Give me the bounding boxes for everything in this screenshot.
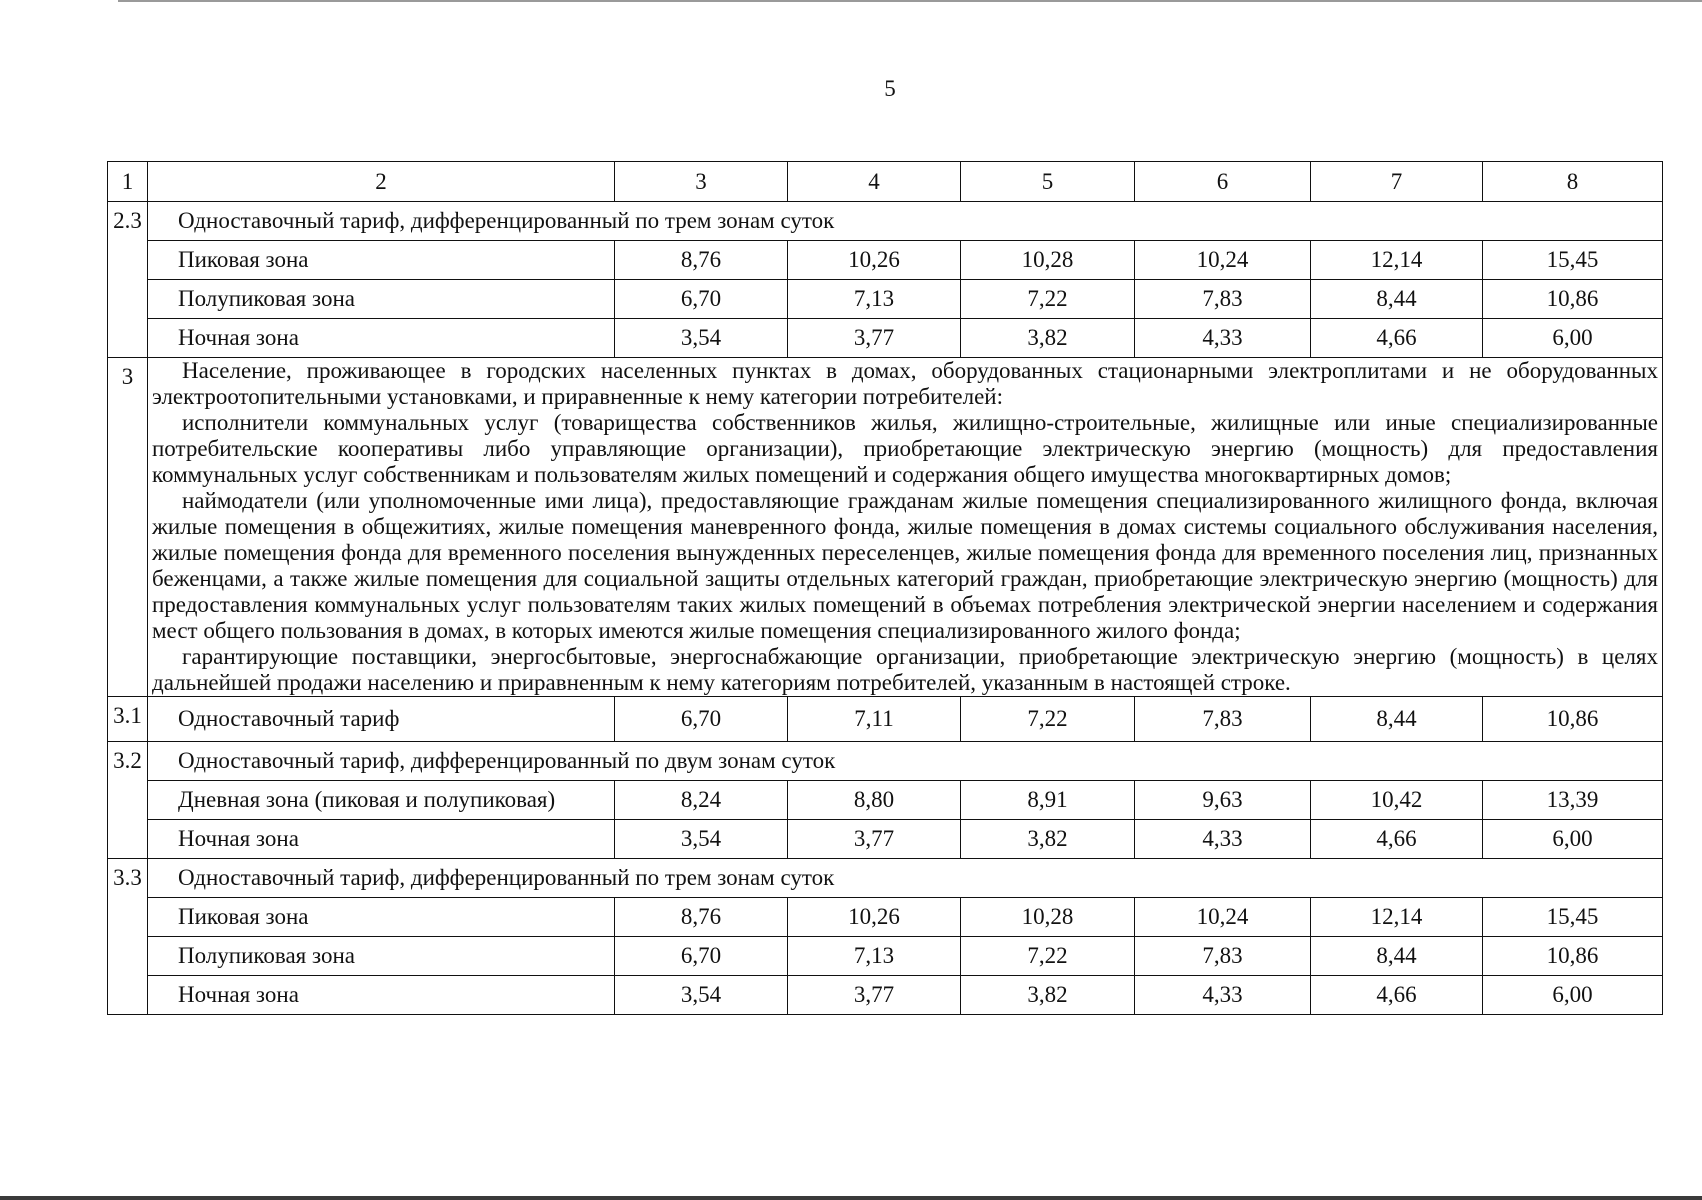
header-cell: 1 [108, 162, 148, 202]
description-paragraph: наймодатели (или уполномоченные ими лица), предоставляющие гражданам жилые помещения специализированного жилищного фонда, включая жилые помещения в общежитиях, жилые помещения маневренного фонда, жилые помещения в домах системы социального обслуживания населения, жилые помещения фонда для временного поселения вынужденных переселенцев, жилые помещения фонда для временного поселения лиц, признанных беженцами, а также жилые помещения для социальной защиты отдельных категорий граждан, приобретающие электрическую энергию (мощность) для предоставления коммунальных услуг пользователям таких жилых помещений в объемах потребления электрической энергии населением и содержания мест общего пользования в домах, в которых имеются жилые помещения специализированного жилого фонда; [152, 488, 1658, 643]
row-index: 3.1 [108, 697, 148, 742]
scan-edge-top [118, 0, 1702, 2]
header-cell: 2 [148, 162, 615, 202]
table-row [108, 319, 1663, 358]
row-index: 3 [108, 358, 148, 697]
value-cell: 10,86 [1483, 937, 1663, 976]
header-cell: 5 [961, 162, 1135, 202]
value-cell: 6,70 [615, 697, 788, 742]
row-index: 3.3 [108, 859, 148, 1015]
table-row [108, 781, 1663, 820]
value-cell: 3,77 [788, 820, 961, 859]
value-cell: 7,83 [1135, 937, 1311, 976]
section-title: Одноставочный тариф, дифференцированный по двум зонам суток [148, 742, 1663, 781]
page-number: 5 [884, 76, 896, 101]
value-cell: 8,44 [1311, 697, 1483, 742]
value-cell: 7,22 [961, 937, 1135, 976]
value-cell: 7,22 [961, 697, 1135, 742]
header-cell: 6 [1135, 162, 1311, 202]
table-row [108, 820, 1663, 859]
value-cell: 13,39 [1483, 781, 1663, 820]
value-cell: 7,13 [788, 280, 961, 319]
row-label: Одноставочный тариф [148, 697, 615, 742]
value-cell: 15,45 [1483, 898, 1663, 937]
value-cell: 8,76 [615, 898, 788, 937]
value-cell: 8,76 [615, 241, 788, 280]
table-row [108, 280, 1663, 319]
value-cell: 7,13 [788, 937, 961, 976]
header-cell: 3 [615, 162, 788, 202]
value-cell: 12,14 [1311, 898, 1483, 937]
value-cell: 6,00 [1483, 319, 1663, 358]
tariff-table [107, 161, 1663, 1015]
description-paragraph: исполнители коммунальных услуг (товарищества собственников жилья, жилищно-строительные, жилищные или иные специализированные потребительские кооперативы либо управляющие организации), приобретающие электрическую энергию (мощность) для предоставления коммунальных услуг собственникам и пользователям жилых помещений и содержания общего имущества многоквартирных домов; [152, 410, 1658, 487]
value-cell: 10,26 [788, 241, 961, 280]
value-cell: 4,33 [1135, 820, 1311, 859]
value-cell: 3,77 [788, 319, 961, 358]
value-cell: 4,33 [1135, 976, 1311, 1015]
description-paragraph: гарантирующие поставщики, энергосбытовые, энергоснабжающие организации, приобретающие электрическую энергию (мощность) в целях дальнейшей продажи населению и приравненным к нему категориям потребителей, указанным в настоящей строке. [152, 644, 1658, 695]
value-cell: 9,63 [1135, 781, 1311, 820]
row-label: Полупиковая зона [148, 280, 615, 319]
section-title-row [108, 742, 1663, 781]
value-cell: 4,66 [1311, 976, 1483, 1015]
value-cell: 3,54 [615, 976, 788, 1015]
value-cell: 10,86 [1483, 697, 1663, 742]
row-label: Пиковая зона [148, 898, 615, 937]
value-cell: 3,77 [788, 976, 961, 1015]
value-cell: 7,11 [788, 697, 961, 742]
row-label: Дневная зона (пиковая и полупиковая) [148, 781, 615, 820]
value-cell: 8,44 [1311, 280, 1483, 319]
description-cell [148, 358, 1663, 697]
value-cell: 10,86 [1483, 280, 1663, 319]
value-cell: 10,24 [1135, 898, 1311, 937]
table-row [108, 898, 1663, 937]
value-cell: 7,83 [1135, 280, 1311, 319]
header-cell: 7 [1311, 162, 1483, 202]
value-cell: 10,28 [961, 898, 1135, 937]
table-row [108, 976, 1663, 1015]
value-cell: 3,82 [961, 820, 1135, 859]
value-cell: 8,91 [961, 781, 1135, 820]
row-label: Ночная зона [148, 820, 615, 859]
value-cell: 3,82 [961, 319, 1135, 358]
value-cell: 7,22 [961, 280, 1135, 319]
value-cell: 15,45 [1483, 241, 1663, 280]
description-paragraph: Население, проживающее в городских населенных пунктах в домах, оборудованных стационарными электроплитами и не оборудованных электроотопительными установками, и приравненные к нему категории потребителей: [152, 358, 1658, 409]
value-cell: 10,42 [1311, 781, 1483, 820]
row-index: 2.3 [108, 202, 148, 358]
value-cell: 8,44 [1311, 937, 1483, 976]
value-cell: 3,54 [615, 820, 788, 859]
row-label: Полупиковая зона [148, 937, 615, 976]
header-cell: 8 [1483, 162, 1663, 202]
scan-edge-bottom [0, 1196, 1702, 1200]
value-cell: 12,14 [1311, 241, 1483, 280]
value-cell: 8,80 [788, 781, 961, 820]
value-cell: 4,33 [1135, 319, 1311, 358]
section-title-row [108, 202, 1663, 241]
row-label: Пиковая зона [148, 241, 615, 280]
value-cell: 6,00 [1483, 976, 1663, 1015]
row-label: Ночная зона [148, 976, 615, 1015]
value-cell: 6,00 [1483, 820, 1663, 859]
header-cell: 4 [788, 162, 961, 202]
value-cell: 4,66 [1311, 820, 1483, 859]
value-cell: 10,24 [1135, 241, 1311, 280]
table-row [108, 697, 1663, 742]
value-cell: 10,28 [961, 241, 1135, 280]
value-cell: 7,83 [1135, 697, 1311, 742]
value-cell: 3,82 [961, 976, 1135, 1015]
value-cell: 4,66 [1311, 319, 1483, 358]
table-row [108, 241, 1663, 280]
value-cell: 6,70 [615, 937, 788, 976]
value-cell: 3,54 [615, 319, 788, 358]
row-index: 3.2 [108, 742, 148, 859]
value-cell: 10,26 [788, 898, 961, 937]
section-title: Одноставочный тариф, дифференцированный по трем зонам суток [148, 202, 1663, 241]
value-cell: 8,24 [615, 781, 788, 820]
value-cell: 6,70 [615, 280, 788, 319]
section-title-row [108, 859, 1663, 898]
description-row [108, 358, 1663, 697]
header-row [108, 162, 1663, 202]
row-label: Ночная зона [148, 319, 615, 358]
section-title: Одноставочный тариф, дифференцированный по трем зонам суток [148, 859, 1663, 898]
table-row [108, 937, 1663, 976]
